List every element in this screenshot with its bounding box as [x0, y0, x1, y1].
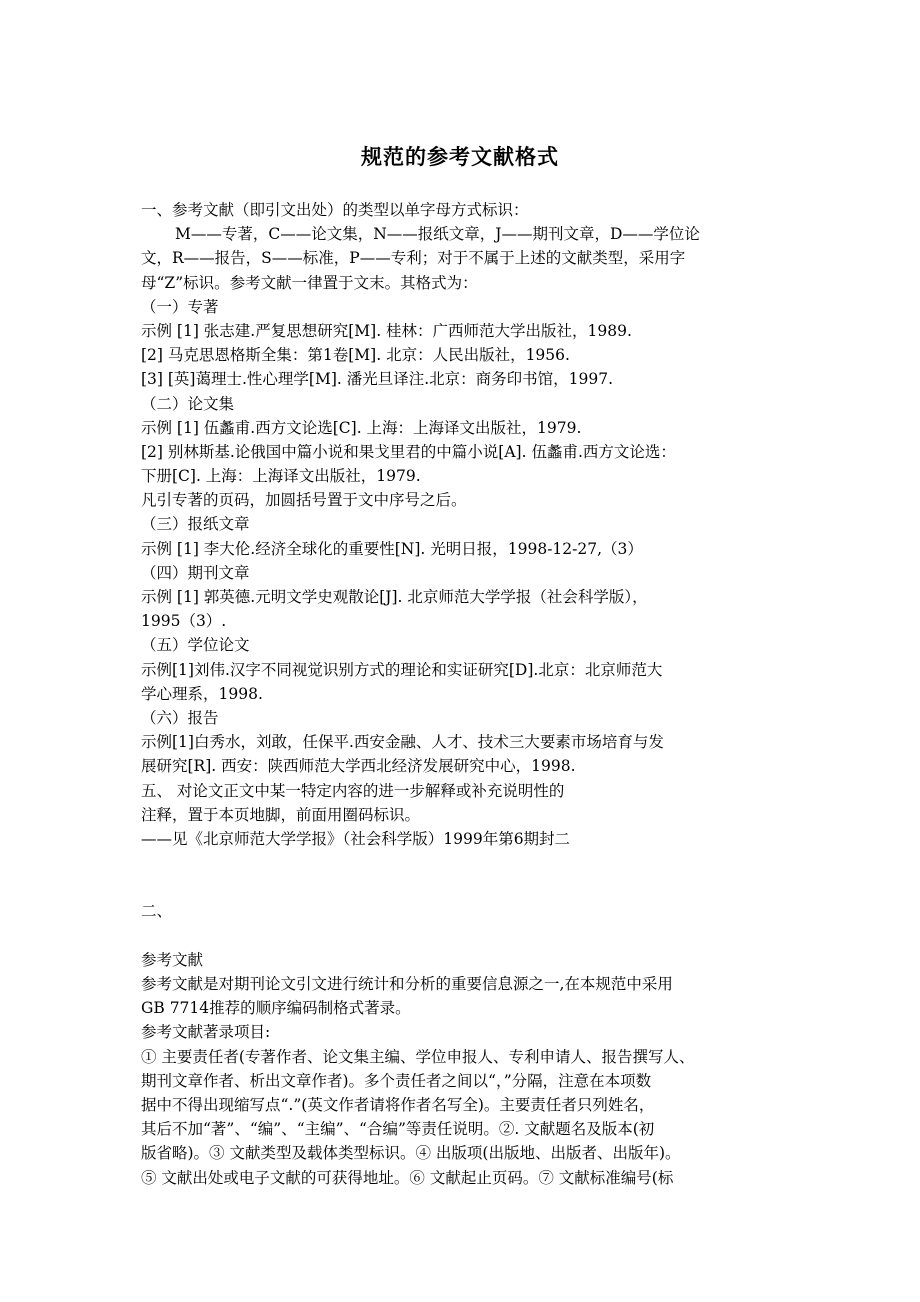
blank-line	[141, 875, 791, 899]
text-line: [2] 马克思恩格斯全集：第1卷[M]. 北京：人民出版社，1956.	[141, 346, 570, 365]
text-line: 示例[1]刘伟.汉字不同视觉识别方式的理论和实证研究[D].北京：北京师范大	[141, 660, 663, 679]
section-heading: （五）学位论文	[141, 636, 250, 655]
source-note: ——见《北京师范大学学报》（社会科学版）1999年第6期封二	[141, 829, 571, 848]
section-heading: （二）论文集	[141, 394, 235, 413]
section-heading: 参考文献	[141, 950, 204, 969]
section-heading: （三）报纸文章	[141, 515, 250, 534]
text-line: 示例[1]白秀水，刘敢，任保平.西安金融、人才、技术三大要素市场培育与发	[141, 733, 664, 752]
text-line: ⑤ 文献出处或电子文献的可获得地址。⑥ 文献起止页码。⑦ 文献标准编号(标	[141, 1168, 674, 1187]
text-line: 五、 对论文正文中某一特定内容的进一步解释或补充说明性的	[141, 781, 565, 800]
text-line: [3] [英]蔼理士.性心理学[M]. 潘光旦译注.北京：商务印书馆，1997.	[141, 370, 614, 389]
text-line: 示例 [1] 伍蠡甫.西方文论选[C]. 上海：上海译文出版社，1979.	[141, 418, 582, 437]
text-line: GB 7714推荐的顺序编码制格式著录。	[141, 999, 411, 1018]
section-heading: （四）期刊文章	[141, 563, 250, 582]
text-line: M——专著，C——论文集，N——报纸文章，J——期刊文章，D——学位论	[175, 225, 700, 244]
text-line: 注释，置于本页地脚，前面用圈码标识。	[141, 805, 421, 824]
text-line: 学心理系，1998.	[141, 684, 263, 703]
text-line: 展研究[R]. 西安：陕西师范大学西北经济发展研究中心，1998.	[141, 757, 576, 776]
text-line: 下册[C]. 上海：上海译文出版社，1979.	[141, 467, 421, 486]
text-line: 参考文献是对期刊论文引文进行统计和分析的重要信息源之一,在本规范中采用	[141, 975, 673, 993]
blank-line	[141, 851, 791, 875]
text-line: 示例 [1] 李大伦.经济全球化的重要性[N]. 光明日报，1998-12-27,（3）	[141, 539, 643, 558]
blank-line	[141, 924, 791, 948]
section-heading: （六）报告	[141, 708, 219, 727]
page-title: 规范的参考文献格式	[361, 144, 559, 169]
text-line: 版省略)。③ 文献类型及载体类型标识。④ 出版项(出版地、出版者、出版年)。	[141, 1144, 681, 1163]
text-line: 其后不加“著”、“编”、“主编”、“合编”等责任说明。②. 文献题名及版本(初	[141, 1120, 655, 1139]
text-line: ① 主要责任者(专著作者、论文集主编、学位申报人、专利申请人、报告撰写人、	[141, 1047, 695, 1066]
text-line: 一、参考文献（即引文出处）的类型以单字母方式标识：	[141, 201, 529, 219]
text-line: 示例 [1] 郭英德.元明文学史观散论[J]. 北京师范大学学报（社会科学版），	[141, 588, 648, 606]
text-line: 参考文献著录项目:	[141, 1023, 271, 1042]
text-line: 1995（3）.	[141, 612, 227, 631]
text-line: 期刊文章作者、析出文章作者)。多个责任者之间以“，”分隔，注意在本项数	[141, 1071, 652, 1090]
text-line: 据中不得出现缩写点“.”(英文作者请将作者名写全)。主要责任者只列姓名，	[141, 1095, 655, 1114]
text-line: 凡引专著的页码，加圆括号置于文中序号之后。	[141, 491, 467, 510]
section-heading: （一）专著	[141, 297, 219, 316]
text-line: 母“Z”标识。参考文献一律置于文末。其格式为：	[141, 273, 478, 292]
text-line: 文，R——报告，S——标准，P——专利；对于不属于上述的文献类型，采用字	[141, 249, 686, 268]
text-line: [2] 别林斯基.论俄国中篇小说和果戈里君的中篇小说[A]. 伍蠡甫.西方文论选：	[141, 442, 676, 461]
document-body	[141, 198, 791, 1190]
section-number: 二、	[141, 902, 173, 921]
text-line: 示例 [1] 张志建.严复思想研究[M]. 桂林：广西师范大学出版社，1989.	[141, 321, 632, 340]
